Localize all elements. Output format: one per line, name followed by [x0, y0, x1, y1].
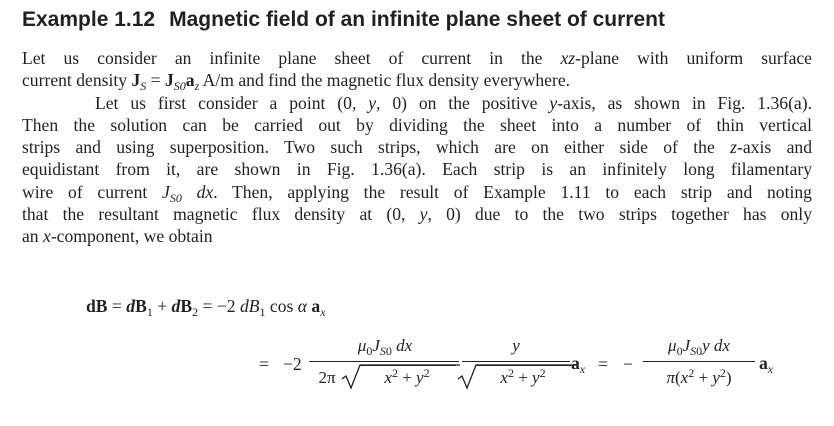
math-B: B	[248, 296, 260, 316]
fraction-1-denominator-2pi: 2π	[318, 368, 336, 387]
math-plus: +	[152, 296, 172, 316]
equation-unit-vector	[571, 353, 585, 374]
text-run: wire of current	[22, 181, 163, 202]
math-equals: =	[107, 296, 127, 316]
text-run: Let us consider an infinite plane sheet of current in the	[22, 48, 561, 68]
math-J: J	[164, 70, 174, 91]
text-run: -axis and	[737, 137, 812, 158]
math-subscript: x	[767, 362, 774, 376]
fraction-2-bar	[462, 361, 570, 362]
math-cos: cos	[265, 296, 298, 316]
math-subscript: x	[320, 305, 326, 319]
math-y: y	[549, 92, 558, 113]
math-y: y	[419, 204, 428, 225]
paragraph-2-line-1	[22, 92, 812, 114]
math-z: z	[730, 137, 738, 158]
math-xz: xz	[560, 48, 576, 68]
text-run: -axis, as shown in Fig. 1.36(a).	[557, 92, 812, 113]
paragraph-2-line-2: Then the solution can be carried out by dividing the sheet into a number of thin vertical	[22, 114, 812, 135]
example-title: Magnetic field of an infinite plane sheet of current	[169, 8, 665, 31]
text-run: -plane with uniform surface	[575, 48, 812, 68]
paragraph-2-line-3	[22, 136, 812, 158]
fraction-1-bar	[309, 361, 459, 362]
math-subscript: S	[140, 79, 147, 94]
text-run: -component, we obtain	[50, 226, 213, 247]
equation-line-1: dB = $dB_1 + dB_2 = -2$ $dB_1$ cos α $a_x$	[86, 296, 326, 319]
equation-unit-vector-2	[759, 353, 773, 374]
paragraph-2-line-6	[22, 203, 812, 225]
math-x: x	[43, 226, 51, 247]
math-subscript: z	[194, 79, 200, 94]
math-subscript: 1	[146, 305, 153, 319]
paragraph-1-line-2	[22, 69, 812, 94]
fraction-2-denominator: $x^2 + y^2$	[500, 366, 546, 387]
math-equals: =	[198, 296, 217, 316]
equation-minus-two: −2	[283, 354, 302, 374]
math-equals: =	[146, 70, 165, 91]
text-run: current density	[22, 70, 132, 91]
math-subscript: S0	[173, 79, 186, 94]
fraction-1-numerator: $\mu_0J_{S0}$ dx	[357, 336, 413, 358]
math-unit-vector: a	[571, 353, 580, 373]
text-run: , 0) due to the two strips together has only	[427, 204, 812, 225]
fraction-3-denominator: $\pi(x^2 + y^2)$	[666, 366, 732, 387]
math-subscript: x	[579, 362, 586, 376]
text-run: A/m and find the magnetic flux density everywhere.	[199, 70, 571, 91]
math-unit-vector: a	[311, 296, 321, 316]
fraction-2-numerator	[466, 336, 566, 356]
math-subscript: 2	[192, 305, 199, 319]
math-subscript: 1	[259, 305, 266, 319]
body-text	[22, 47, 812, 248]
radical-overbar	[360, 365, 456, 366]
paragraph-2-line-4: equidistant from it, are shown in Fig. 1.36(a). Each strip is an infinitely long filamentary	[22, 159, 812, 180]
fraction-3-numerator: $\mu_0J_{S0}y$ dx	[668, 336, 730, 358]
text-run: that the resultant magnetic flux density at (0,	[22, 204, 420, 225]
text-run: Let us first consider a point (0,	[95, 92, 369, 113]
equation-equals-2: =	[598, 354, 608, 374]
text-run: an	[22, 226, 44, 247]
text-run: . Then, applying the result of Example 1.11 to each strip and noting	[213, 181, 812, 202]
fraction-3-bar	[643, 361, 755, 362]
text-run: strips and using superposition. Two such strips, which are on either side of the	[22, 137, 731, 158]
math-minus-two: −2	[216, 296, 240, 316]
paragraph-2-line-5	[22, 181, 812, 203]
math-dB: dB	[86, 296, 108, 316]
math-alpha: α	[297, 296, 307, 316]
equation-equals: =	[259, 354, 269, 374]
example-number: Example 1.12	[22, 8, 156, 31]
paragraph-2-line-7	[22, 225, 812, 247]
math-unit-vector: a	[759, 353, 768, 373]
radical-overbar	[476, 365, 571, 366]
math-y: y	[512, 336, 520, 355]
math-subscript: S0	[169, 190, 182, 205]
math-unit-vector: a	[185, 70, 195, 91]
math-y: y	[368, 92, 377, 113]
fraction-1-denominator-radicand: $x^2 + y^2$	[384, 366, 430, 387]
paragraph-1-line-1	[22, 47, 812, 69]
math-J: J	[162, 181, 170, 202]
math-J: J	[131, 70, 141, 91]
text-run: , 0) on the positive	[376, 92, 550, 113]
equation-minus: −	[623, 354, 633, 374]
example-heading	[22, 8, 665, 32]
math-d: d	[239, 296, 249, 316]
math-dx: dx	[181, 181, 214, 202]
